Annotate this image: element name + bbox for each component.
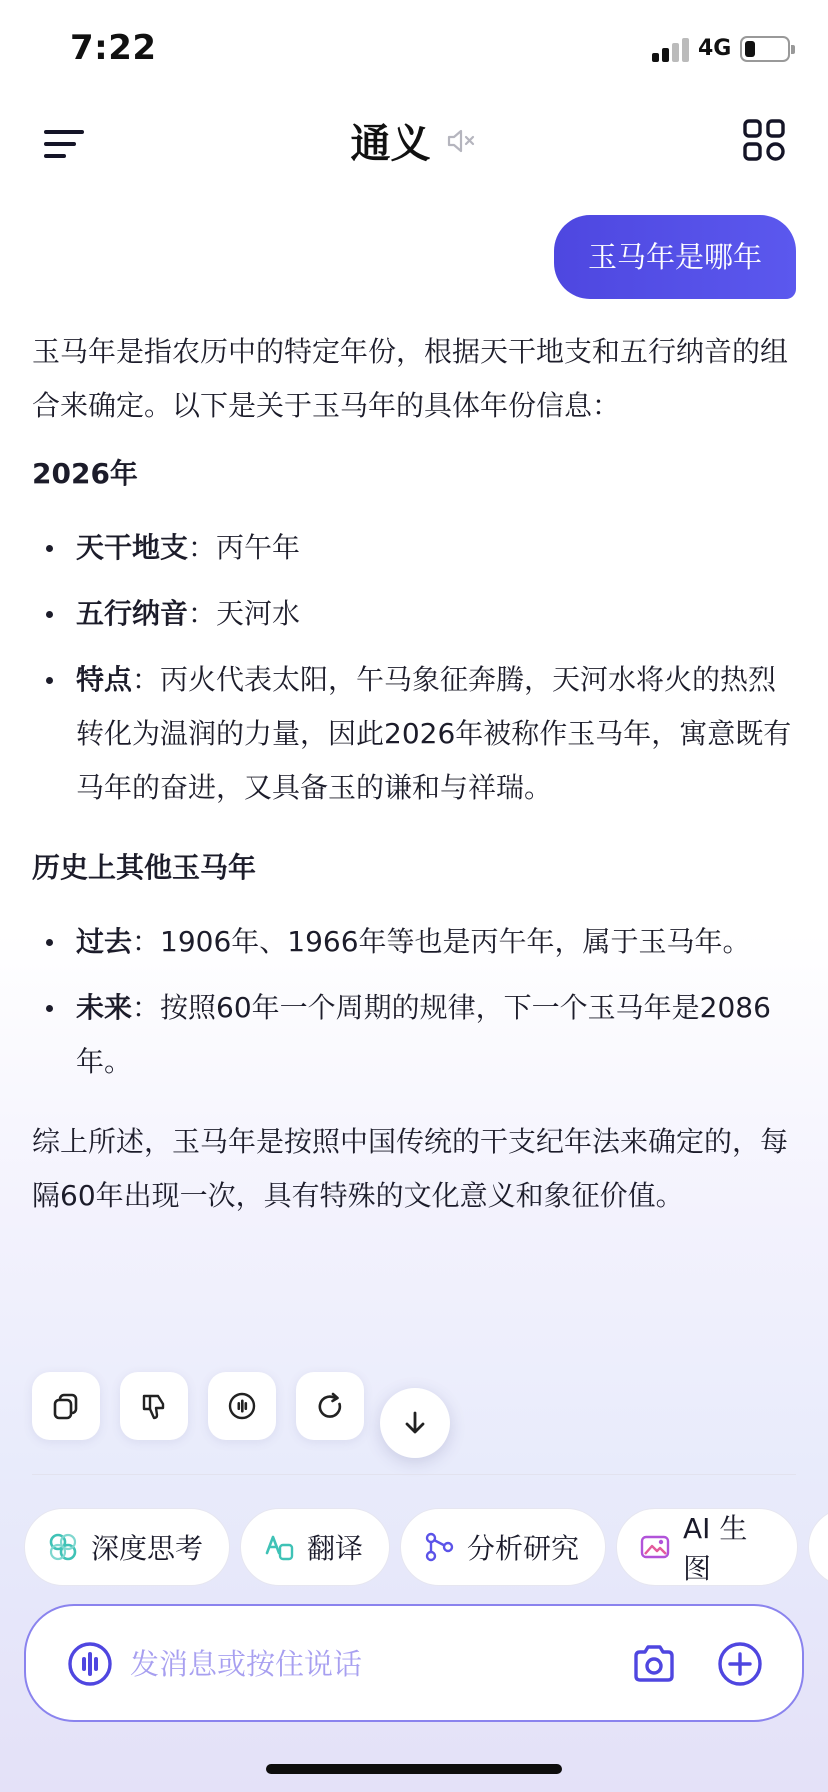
chip-more[interactable]	[808, 1508, 828, 1586]
network-type: 4G	[698, 36, 732, 61]
answer-intro: 玉马年是指农历中的特定年份，根据天干地支和五行纳音的组合来确定。以下是关于玉马年的具体年份信息：	[32, 335, 789, 422]
chip-ai-image[interactable]	[616, 1508, 798, 1586]
section-heading-2026: 2026年	[32, 457, 138, 490]
message-input[interactable]	[130, 1636, 630, 1692]
list-item: 特点：丙火代表太阳，午马象征奔腾，天河水将火的热烈转化为温润的力量，因此2026年被称作玉马年，寓意既有马年的奋进，又具备玉的谦和与祥瑞。	[32, 653, 800, 815]
quick-action-chips	[0, 1508, 828, 1588]
assistant-answer	[32, 325, 800, 1223]
voice-icon[interactable]	[66, 1640, 114, 1688]
message-input-bar	[24, 1604, 804, 1722]
chip-label: 翻译	[307, 1532, 364, 1565]
nav-bar	[0, 100, 828, 190]
deep-think-icon	[47, 1531, 79, 1563]
speaker-mute-icon[interactable]	[444, 124, 478, 158]
battery-icon	[740, 36, 790, 62]
divider	[32, 1474, 796, 1475]
list-item: 过去：1906年、1966年等也是丙午年，属于玉马年。	[32, 915, 800, 969]
regenerate-icon[interactable]	[296, 1372, 364, 1440]
signal-strength-icon	[652, 38, 690, 62]
scroll-to-bottom-button[interactable]	[380, 1388, 450, 1458]
section-heading-history: 历史上其他玉马年	[32, 851, 257, 884]
user-message-bubble: 玉马年是哪年	[554, 215, 796, 299]
chip-label: 分析研究	[467, 1532, 580, 1565]
status-bar	[0, 0, 828, 100]
home-indicator	[266, 1764, 562, 1774]
image-gen-icon	[639, 1531, 671, 1563]
arrow-down-icon	[400, 1408, 430, 1438]
thumbs-down-icon[interactable]	[120, 1372, 188, 1440]
copy-icon[interactable]	[32, 1372, 100, 1440]
chip-label: 深度思考	[91, 1532, 204, 1565]
list-item: 五行纳音：天河水	[32, 587, 800, 641]
section-list-2026	[32, 521, 800, 815]
list-item: 天干地支：丙午年	[32, 521, 800, 575]
analysis-icon	[423, 1531, 455, 1563]
answer-summary: 综上所述，玉马年是按照中国传统的干支纪年法来确定的，每隔60年出现一次，具有特殊的文化意义和象征价值。	[32, 1125, 789, 1212]
plus-circle-icon[interactable]	[716, 1640, 764, 1688]
status-time: 7:22	[70, 28, 157, 68]
read-aloud-icon[interactable]	[208, 1372, 276, 1440]
chip-translate[interactable]	[240, 1508, 390, 1586]
list-item: 未来：按照60年一个周期的规律，下一个玉马年是2086年。	[32, 981, 800, 1089]
app-title: 通义	[350, 121, 431, 167]
grid-apps-icon[interactable]	[742, 118, 786, 162]
chip-analysis[interactable]	[400, 1508, 606, 1586]
title-wrap	[0, 112, 828, 169]
section-list-history	[32, 915, 800, 1089]
translate-icon	[263, 1531, 295, 1563]
chip-deep-think[interactable]	[24, 1508, 230, 1586]
chip-label: AI 生图	[683, 1512, 748, 1585]
camera-icon[interactable]	[630, 1640, 678, 1688]
